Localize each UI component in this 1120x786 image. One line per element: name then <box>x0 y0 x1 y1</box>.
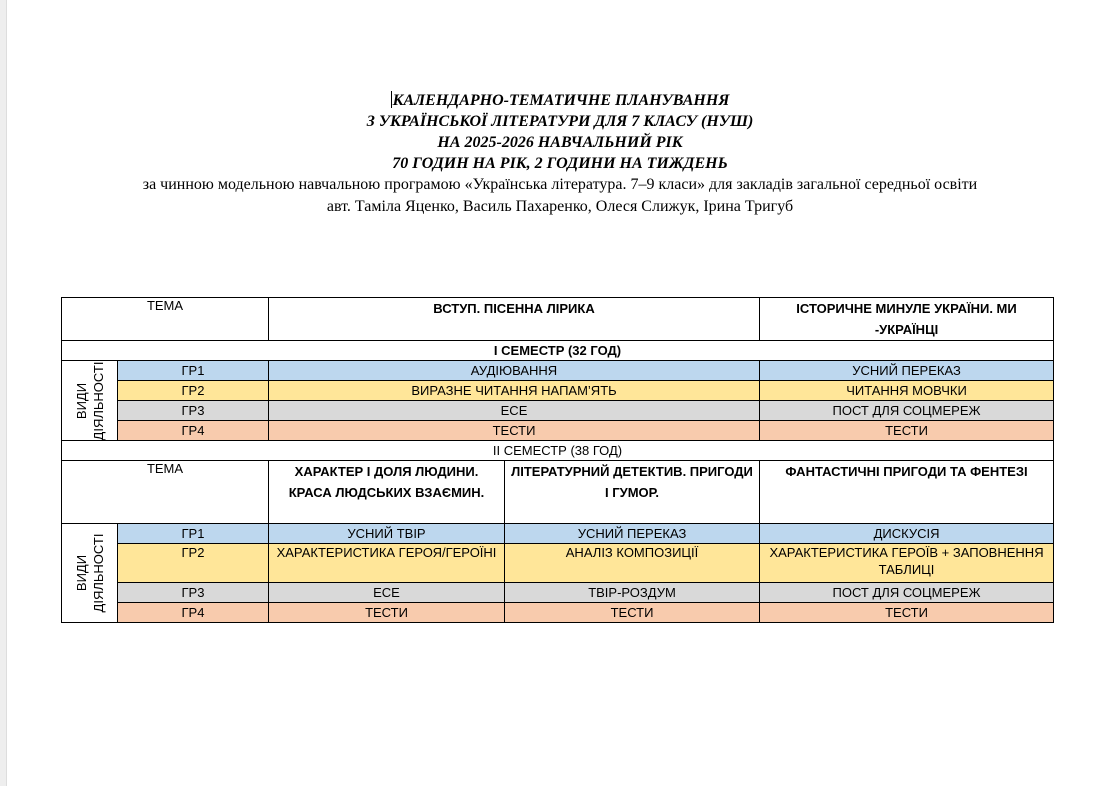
activities-label-s1-line2: ДІЯЛЬНОСТІ <box>90 361 106 440</box>
document-header <box>0 90 1120 218</box>
title-line-2: З УКРАЇНСЬКОЇ ЛІТЕРАТУРИ ДЛЯ 7 КЛАСУ (НУШ) <box>366 113 754 130</box>
theme-s1-1: ВСТУП. ПІСЕННА ЛІРИКА <box>269 298 760 341</box>
semester1-theme-row <box>62 298 1054 341</box>
s2-gr1-cell-1: УСНИЙ ТВІР <box>269 524 505 544</box>
activities-label-s2 <box>62 524 118 623</box>
semester1-label: І СЕМЕСТР (32 ГОД) <box>62 341 1054 361</box>
s2-gr1-row <box>62 524 1054 544</box>
s1-gr1-cell-2: УСНИЙ ПЕРЕКАЗ <box>760 361 1054 381</box>
tema-label-1: ТЕМА <box>62 298 269 341</box>
s2-gr2-cell-3: ХАРАКТЕРИСТИКА ГЕРОЇВ + ЗАПОВНЕННЯ ТАБЛИЦІ <box>760 544 1054 583</box>
s1-gr3-cell-1: ЕСЕ <box>269 401 760 421</box>
theme-s2-2: ЛІТЕРАТУРНИЙ ДЕТЕКТИВ. ПРИГОДИ І ГУМОР. <box>505 461 760 524</box>
title-line-1 <box>0 90 1120 111</box>
s2-gr1-group: ГР1 <box>118 524 269 544</box>
theme-s2-1: ХАРАКТЕР І ДОЛЯ ЛЮДИНИ. КРАСА ЛЮДСЬКИХ ВЗАЄМИН. <box>269 461 505 524</box>
s1-gr4-cell-1: ТЕСТИ <box>269 421 760 441</box>
s1-gr3-cell-2: ПОСТ ДЛЯ СОЦМЕРЕЖ <box>760 401 1054 421</box>
s1-gr1-group: ГР1 <box>118 361 269 381</box>
s1-gr3-group: ГР3 <box>118 401 269 421</box>
s1-gr4-row <box>62 421 1054 441</box>
s2-gr4-group: ГР4 <box>118 603 269 623</box>
s2-gr1-cell-2: УСНИЙ ПЕРЕКАЗ <box>505 524 760 544</box>
title-line-4: 70 ГОДИН НА РІК, 2 ГОДИНИ НА ТИЖДЕНЬ <box>392 155 728 172</box>
s1-gr2-cell-1: ВИРАЗНЕ ЧИТАННЯ НАПАМ’ЯТЬ <box>269 381 760 401</box>
s2-gr3-row <box>62 583 1054 603</box>
s1-gr2-row <box>62 381 1054 401</box>
s2-gr4-row <box>62 603 1054 623</box>
activities-label-s1-line1: ВИДИ <box>73 382 89 419</box>
theme-s1-2: ІСТОРИЧНЕ МИНУЛЕ УКРАЇНИ. МИ -УКРАЇНЦІ <box>760 298 1054 341</box>
title-line-3: НА 2025-2026 НАВЧАЛЬНИЙ РІК <box>437 134 683 151</box>
s1-gr4-cell-2: ТЕСТИ <box>760 421 1054 441</box>
theme-s2-3: ФАНТАСТИЧНІ ПРИГОДИ ТА ФЕНТЕЗІ <box>760 461 1054 524</box>
s1-gr4-group: ГР4 <box>118 421 269 441</box>
s2-gr1-cell-3: ДИСКУСІЯ <box>760 524 1054 544</box>
s2-gr2-cell-2: АНАЛІЗ КОМПОЗИЦІЇ <box>505 544 760 583</box>
s2-gr2-cell-1: ХАРАКТЕРИСТИКА ГЕРОЯ/ГЕРОЇНІ <box>269 544 505 583</box>
activities-label-s1 <box>62 361 118 441</box>
planning-table <box>61 297 1054 623</box>
s2-gr4-cell-3: ТЕСТИ <box>760 603 1054 623</box>
semester2-theme-row <box>62 461 1054 524</box>
s1-gr1-cell-1: АУДІЮВАННЯ <box>269 361 760 381</box>
s1-gr1-row <box>62 361 1054 381</box>
s1-gr2-cell-2: ЧИТАННЯ МОВЧКИ <box>760 381 1054 401</box>
s1-gr2-group: ГР2 <box>118 381 269 401</box>
activities-label-s2-line1: ВИДИ <box>73 554 89 592</box>
s2-gr4-cell-1: ТЕСТИ <box>269 603 505 623</box>
s2-gr3-cell-3: ПОСТ ДЛЯ СОЦМЕРЕЖ <box>760 583 1054 603</box>
semester2-header-row <box>62 441 1054 461</box>
activities-label-s2-line2: ДІЯЛЬНОСТІ <box>90 533 106 613</box>
semester1-header-row <box>62 341 1054 361</box>
program-line: за чинною модельною навчальною програмою «Українська література. 7–9 класи» для закладів загальної середньої освіти <box>142 176 978 193</box>
authors-line: авт. Таміла Яценко, Василь Пахаренко, Олеся Слижук, Ірина Тригуб <box>326 198 794 215</box>
s2-gr3-cell-1: ЕСЕ <box>269 583 505 603</box>
s1-gr3-row <box>62 401 1054 421</box>
tema-label-2: ТЕМА <box>62 461 269 524</box>
text-cursor <box>391 91 392 108</box>
s2-gr2-row <box>62 544 1054 583</box>
semester2-label: ІІ СЕМЕСТР (38 ГОД) <box>62 441 1054 461</box>
s2-gr3-cell-2: ТВІР-РОЗДУМ <box>505 583 760 603</box>
s2-gr2-group: ГР2 <box>118 544 269 583</box>
s2-gr3-group: ГР3 <box>118 583 269 603</box>
s2-gr4-cell-2: ТЕСТИ <box>505 603 760 623</box>
title-line-1-text: КАЛЕНДАРНО-ТЕМАТИЧНЕ ПЛАНУВАННЯ <box>392 92 730 109</box>
